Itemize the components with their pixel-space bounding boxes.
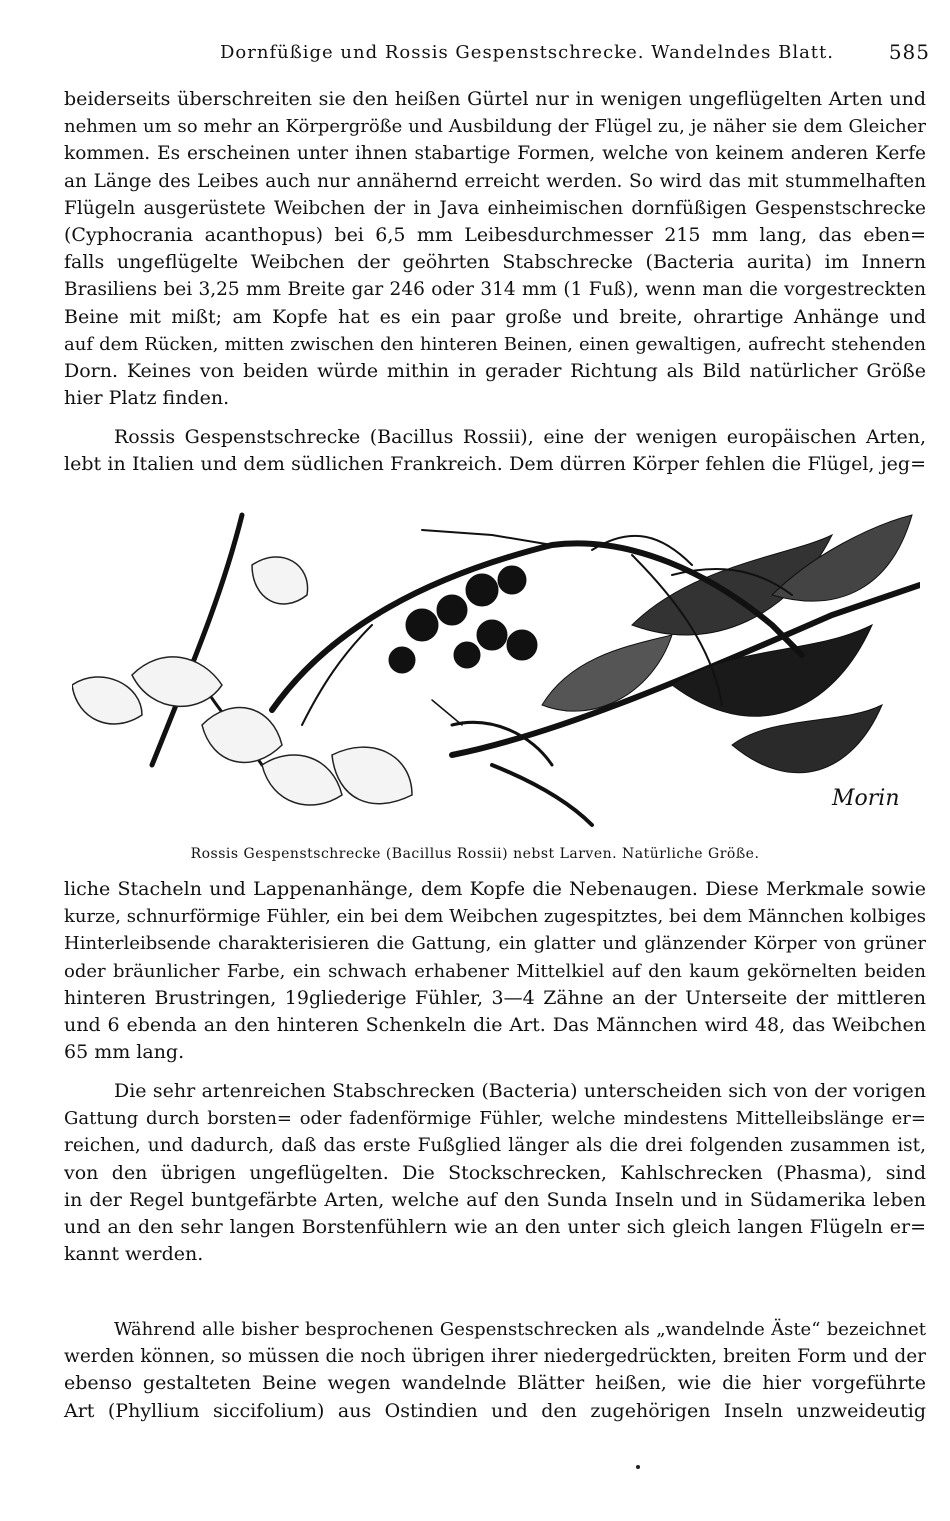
text-line: von den übrigen ungeflügelten. Die Stockschrecken, Kahlschrecken (Phasma), sind [64,1161,926,1184]
text-line: liche Stacheln und Lappenanhänge, dem Kopfe die Nebenaugen. Diese Merkmale sowie [64,878,926,900]
text-line: kannt werden. [64,1243,204,1266]
text-line: kurze, schnurförmige Fühler, ein bei dem Weibchen zugespitztes, bei dem Männchen kolbiges [64,906,926,928]
text-line: und an den sehr langen Borstenfühlern wie an den unter sich gleich langen Flügeln er= [64,1215,926,1238]
text-line: Brasiliens bei 3,25 mm Breite gar 246 oder 314 mm (1 Fuß), wenn man die vorgestreckten [64,279,926,301]
text-line: ebenso gestalteten Beine wegen wandelnde Blätter heißen, wie die hier vorgeführte [64,1372,926,1395]
text-line: falls ungeflügelte Weibchen der geöhrten Stabschrecke (Bacteria aurita) im Innern [64,251,926,274]
text-line: Rossis Gespenstschrecke (Bacillus Rossii), eine der wenigen europäischen Arten, [114,426,926,448]
figure-caption: Rossis Gespenstschrecke (Bacillus Rossii) nebst Larven. Natürliche Größe. [190,846,760,862]
text-line: Art (Phyllium siccifolium) aus Ostindien und den zugehörigen Inseln unzweideutig [64,1399,926,1422]
text-line: hinteren Brustringen, 19gliederige Fühler, 3—4 Zähne an der Unterseite der mittleren [64,986,926,1009]
page-number: 585 [888,40,930,64]
text-line: Die sehr artenreichen Stabschrecken (Bacteria) unterscheiden sich von der vorigen [114,1080,926,1102]
running-head-title: Dornfüßige und Rossis Gespenstschrecke. Wandelndes Blatt. [220,42,834,63]
print-speck [636,1465,640,1469]
text-line: Hinterleibsende charakterisieren die Gattung, ein glatter und glänzender Körper von grüner [64,933,926,955]
artist-signature: Morin [832,786,900,811]
engraving-image [72,505,920,830]
paragraph-2 [64,424,926,478]
text-line: kommen. Es erscheinen unter ihnen stabartige Formen, welche von keinem anderen Kerfe [64,143,926,165]
text-line: auf dem Rücken, mitten zwischen den hinteren Beinen, einen gewaltigen, aufrecht stehenden [64,333,926,355]
text-line: werden können, so müssen die noch übrigen ihrer niedergedrückten, breiten Form und der [64,1346,926,1368]
text-line: oder bräunlicher Farbe, ein schwach erhabener Mittelkiel auf den kaum gekörnelten beiden [64,960,926,982]
paragraph-3 [64,876,926,1066]
text-line: 65 mm lang. [64,1041,185,1064]
text-line: reichen, und dadurch, daß das erste Fußglied länger als die drei folgenden zusammen ist, [64,1135,926,1157]
text-line: und 6 ebenda an den hinteren Schenkeln die Art. Das Männchen wird 48, das Weibchen [64,1013,926,1036]
text-line: an Länge des Leibes auch nur annähernd erreicht werden. So wird das mit stummelhaften [64,170,926,192]
text-line: Dorn. Keines von beiden würde mithin in gerader Richtung als Bild natürlicher Größe [64,359,926,382]
text-line: hier Platz finden. [64,387,230,410]
paragraph-1 [64,86,926,412]
text-line: Während alle bisher besprochenen Gespenstschrecken als „wandelnde Äste“ bezeichnet [114,1319,926,1340]
paragraph-4 [64,1078,926,1268]
text-line: Gattung durch borsten= oder fadenförmige Fühler, welche mindestens Mittelleibslänge er= [64,1108,926,1130]
illustration-stick-insects [72,505,920,830]
running-head [0,40,950,70]
text-line: lebt in Italien und dem südlichen Frankreich. Dem dürren Körper fehlen die Flügel, jeg= [64,453,926,476]
text-line: beiderseits überschreiten sie den heißen Gürtel nur in wenigen ungeflügelten Arten und [64,88,926,110]
text-line: Beine mit mißt; am Kopfe hat es ein paar große und breite, ohrartige Anhänge und [64,305,926,328]
text-line: nehmen um so mehr an Körpergröße und Ausbildung der Flügel zu, je näher sie dem Gleicher [64,116,926,138]
text-line: Flügeln ausgerüstete Weibchen der in Java einheimischen dornfüßigen Gespenstschrecke [64,197,926,219]
text-line: (Cyphocrania acanthopus) bei 6,5 mm Leibesdurchmesser 215 mm lang, das eben= [64,223,926,246]
text-line: in der Regel buntgefärbte Arten, welche auf den Sunda Inseln und in Südamerika leben [64,1188,926,1211]
paragraph-5 [64,1316,926,1425]
